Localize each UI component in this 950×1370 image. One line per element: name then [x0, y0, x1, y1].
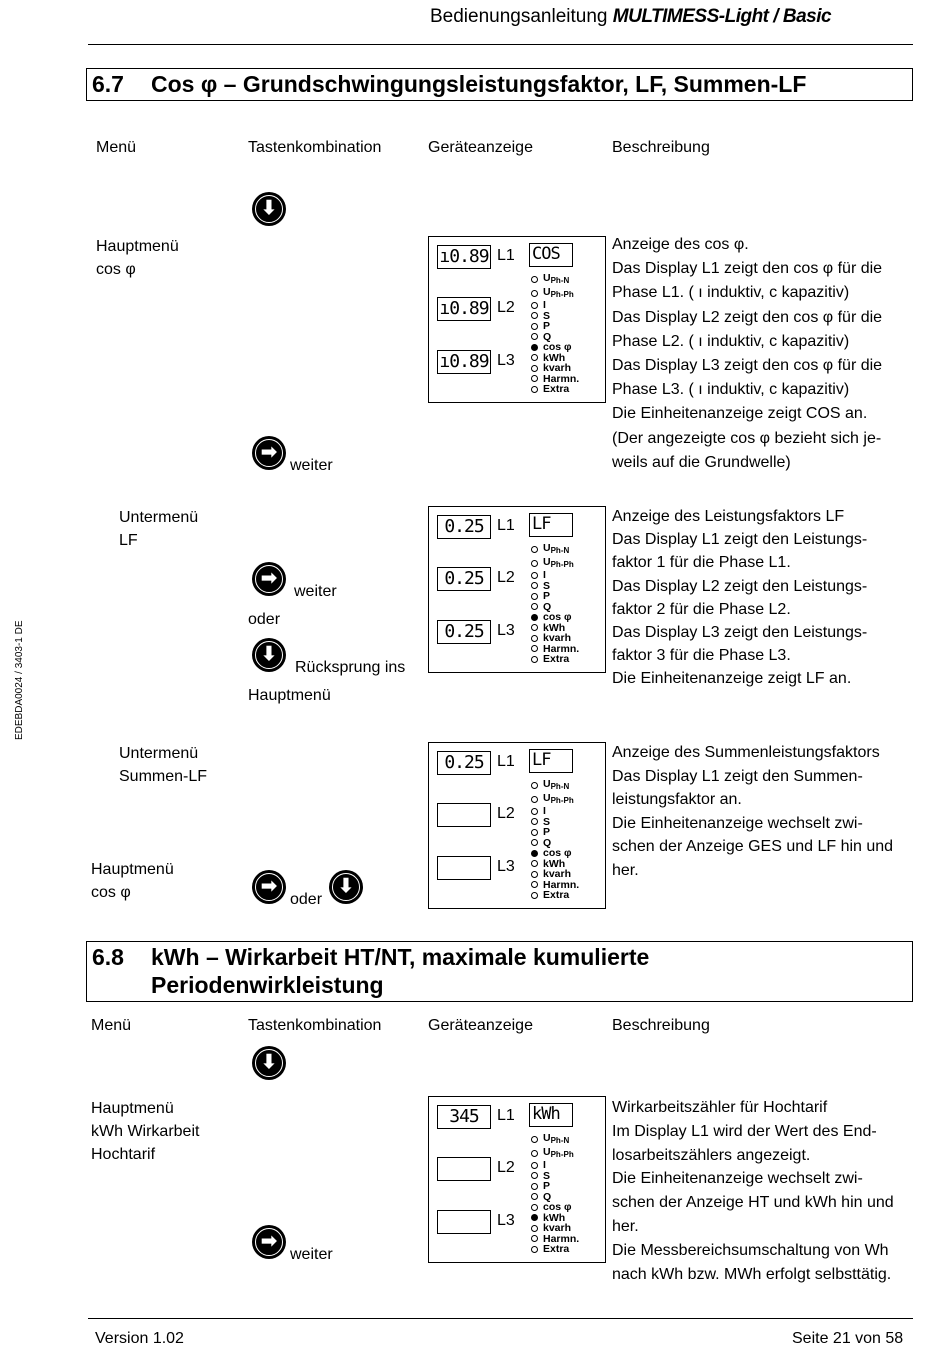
- led-indicator: $U_{Ph-N}$: [531, 543, 579, 557]
- description-line: Anzeige des Leistungsfaktors LF: [612, 508, 845, 525]
- line-label-l2: L2: [497, 805, 515, 822]
- description-line: Wirkarbeitszähler für Hochtarif: [612, 1099, 828, 1116]
- right-key-icon: ➡: [252, 562, 286, 596]
- section-title-line1: kWh – Wirkarbeit HT/NT, maximale kumulierte: [151, 944, 650, 970]
- led-list: [531, 273, 579, 395]
- menu-label: Hauptmenü cos φ: [96, 238, 179, 279]
- header-prefix: Bedienungsanleitung: [430, 6, 608, 27]
- led-indicator: kWh: [531, 859, 579, 870]
- menu-label: Untermenü LF: [119, 509, 199, 550]
- description-line: Anzeige des cos φ.: [612, 236, 749, 253]
- led-indicator: Q: [531, 1192, 579, 1203]
- section-heading-6-7: [86, 68, 913, 101]
- led-dot-icon: [531, 1136, 538, 1143]
- led-indicator: $U_{Ph-Ph}$: [531, 287, 579, 301]
- led-dot-icon: [531, 572, 538, 579]
- col-header-menu: Menü: [96, 139, 137, 156]
- description-line: nach kWh bzw. MWh erfolgt selbsttätig.: [612, 1265, 892, 1283]
- led-indicator: $U_{Ph-N}$: [531, 273, 579, 287]
- led-indicator: Harmn.: [531, 644, 579, 655]
- col-header-keys: Tastenkombination: [248, 139, 382, 156]
- device-display: [428, 506, 606, 673]
- page-header: [430, 6, 831, 28]
- led-indicator: kWh: [531, 353, 579, 364]
- device-display: [428, 236, 606, 403]
- description-line: (Der angezeigte cos φ bezieht sich je-: [612, 429, 882, 447]
- description-line: Phase L1. ( ı induktiv, c kapazitiv): [612, 284, 850, 302]
- led-dot-icon: [531, 546, 538, 553]
- description-line: Das Display L2 zeigt den cos φ für die: [612, 308, 883, 326]
- led-dot-icon: [531, 302, 538, 309]
- led-dot-icon: [531, 808, 538, 815]
- header-product: MULTIMESS-Light / Basic: [612, 6, 832, 27]
- down-key-icon: ⬇: [252, 638, 286, 672]
- description-line: Das Display L1 zeigt den Leistungs-: [612, 531, 868, 549]
- right-key-icon: ➡: [252, 436, 286, 470]
- led-dot-icon: [531, 1204, 538, 1211]
- led-dot-icon: [531, 860, 538, 867]
- menu-label: Untermenü Summen-LF: [119, 745, 208, 786]
- led-indicator: Extra: [531, 654, 579, 665]
- ruecksprung-label: Rücksprung ins: [295, 659, 406, 676]
- weiter-label: weiter: [294, 583, 337, 600]
- led-indicator: Harmn.: [531, 1234, 579, 1245]
- led-indicator: P: [531, 1181, 579, 1192]
- col-header-display: Geräteanzeige: [428, 139, 533, 156]
- led-indicator: Extra: [531, 1244, 579, 1255]
- led-dot-icon: [531, 1225, 538, 1232]
- led-indicator: $U_{Ph-N}$: [531, 779, 579, 793]
- segment-display-l3: [437, 856, 491, 880]
- led-indicator: S: [531, 311, 579, 322]
- segment-display-l2: 0.25: [437, 567, 491, 591]
- led-dot-icon: [531, 829, 538, 836]
- menu-label: Hauptmenü kWh Wirkarbeit Hochtarif: [91, 1100, 200, 1164]
- led-list: [531, 779, 579, 901]
- description-line: leistungsfaktor an.: [612, 791, 742, 809]
- line-label-l2: L2: [497, 569, 515, 586]
- oder-label: oder: [290, 891, 323, 908]
- led-dot-icon: [531, 582, 538, 589]
- line-label-l1: L1: [497, 247, 515, 264]
- led-dot-icon: [531, 560, 538, 567]
- led-indicator: I: [531, 1160, 579, 1171]
- right-key-icon: ➡: [252, 1225, 286, 1259]
- unit-display: LF: [529, 749, 573, 773]
- device-display: [428, 1096, 606, 1263]
- weiter-label: weiter: [290, 1246, 333, 1263]
- section-title: Cos φ – Grundschwingungsleistungsfaktor, LF, Summen-LF: [151, 71, 807, 97]
- led-indicator: kvarh: [531, 363, 579, 374]
- description-line: Die Einheitenanzeige zeigt COS an.: [612, 405, 868, 423]
- led-indicator: Q: [531, 332, 579, 343]
- unit-display: COS: [529, 243, 573, 267]
- led-indicator: I: [531, 300, 579, 311]
- description-line: Das Display L3 zeigt den cos φ für die: [612, 357, 883, 375]
- led-dot-icon: [531, 603, 538, 610]
- header-rule: [88, 44, 913, 45]
- led-indicator: cos φ: [531, 612, 579, 623]
- section-heading-6-8: [86, 941, 913, 1002]
- device-display: [428, 742, 606, 909]
- description-line: Die Messbereichsumschaltung von Wh: [612, 1241, 889, 1259]
- led-dot-icon: [531, 365, 538, 372]
- led-dot-icon: [531, 871, 538, 878]
- led-indicator: P: [531, 591, 579, 602]
- led-list: [531, 543, 579, 665]
- led-dot-icon: [531, 1162, 538, 1169]
- description-line: Das Display L1 zeigt den cos φ für die: [612, 260, 883, 278]
- line-label-l3: L3: [497, 352, 515, 369]
- led-dot-icon: [531, 796, 538, 803]
- right-key-icon: ➡: [252, 870, 286, 904]
- led-dot-icon: [531, 850, 538, 857]
- description-line: Die Einheitenanzeige wechselt zwi-: [612, 814, 863, 832]
- led-indicator: P: [531, 827, 579, 838]
- led-indicator: P: [531, 321, 579, 332]
- description-line: Das Display L3 zeigt den Leistungs-: [612, 624, 868, 642]
- led-dot-icon: [531, 782, 538, 789]
- col-header-display: Geräteanzeige: [428, 1017, 533, 1034]
- down-key-icon: ⬇: [329, 870, 363, 904]
- led-dot-icon: [531, 1246, 538, 1253]
- led-dot-icon: [531, 312, 538, 319]
- description-line: losarbeitszählers angezeigt.: [612, 1146, 811, 1164]
- side-document-code: EDEBDA0024 / 3403-1 DE: [14, 620, 25, 740]
- led-indicator: $U_{Ph-N}$: [531, 1133, 579, 1147]
- led-dot-icon: [531, 818, 538, 825]
- down-key-icon: ⬇: [252, 192, 286, 226]
- section-title-line2: Periodenwirkleistung: [151, 972, 384, 998]
- segment-display-l1: 0.25: [437, 751, 491, 775]
- led-dot-icon: [531, 656, 538, 663]
- unit-display: kWh: [529, 1103, 573, 1127]
- col-header-description: Beschreibung: [612, 1017, 710, 1034]
- led-indicator: cos φ: [531, 1202, 579, 1213]
- line-label-l3: L3: [497, 1212, 515, 1229]
- led-indicator: Extra: [531, 890, 579, 901]
- led-indicator: S: [531, 581, 579, 592]
- led-indicator: S: [531, 817, 579, 828]
- led-indicator: I: [531, 806, 579, 817]
- description-text: [612, 233, 882, 475]
- section-number: 6.7: [92, 71, 124, 97]
- oder-label: oder: [248, 611, 281, 628]
- segment-display-l1: ı0.89: [437, 245, 491, 269]
- col-header-description: Beschreibung: [612, 139, 710, 156]
- led-indicator: kvarh: [531, 869, 579, 880]
- led-indicator: Q: [531, 602, 579, 613]
- led-indicator: Harmn.: [531, 880, 579, 891]
- down-key-icon: ⬇: [252, 1046, 286, 1080]
- description-line: schen der Anzeige HT und kWh hin und: [612, 1194, 894, 1212]
- line-label-l1: L1: [497, 753, 515, 770]
- led-dot-icon: [531, 375, 538, 382]
- description-line: faktor 2 für die Phase L2.: [612, 600, 791, 618]
- led-dot-icon: [531, 1172, 538, 1179]
- led-dot-icon: [531, 881, 538, 888]
- line-label-l2: L2: [497, 299, 515, 316]
- menu-label-return: Hauptmenü cos φ: [91, 861, 174, 902]
- led-indicator: kWh: [531, 1213, 579, 1224]
- led-dot-icon: [531, 1235, 538, 1242]
- line-label-l1: L1: [497, 1107, 515, 1124]
- led-indicator: cos φ: [531, 848, 579, 859]
- led-indicator: Harmn.: [531, 374, 579, 385]
- led-indicator: Extra: [531, 384, 579, 395]
- description-line: faktor 3 für die Phase L3.: [612, 647, 791, 665]
- led-indicator: $U_{Ph-Ph}$: [531, 793, 579, 807]
- segment-display-l3: [437, 1210, 491, 1234]
- led-dot-icon: [531, 645, 538, 652]
- led-indicator: $U_{Ph-Ph}$: [531, 1147, 579, 1161]
- led-dot-icon: [531, 1183, 538, 1190]
- led-dot-icon: [531, 839, 538, 846]
- description-text: [612, 1096, 894, 1286]
- led-dot-icon: [531, 635, 538, 642]
- hauptmenue-label: Hauptmenü: [248, 687, 331, 704]
- line-label-l3: L3: [497, 858, 515, 875]
- footer-rule: [88, 1318, 913, 1319]
- segment-display-l3: ı0.89: [437, 350, 491, 374]
- led-dot-icon: [531, 1193, 538, 1200]
- segment-display-l2: ı0.89: [437, 297, 491, 321]
- description-line: Anzeige des Summenleistungsfaktors: [612, 744, 880, 761]
- led-dot-icon: [531, 593, 538, 600]
- weiter-label: weiter: [290, 457, 333, 474]
- led-indicator: $U_{Ph-Ph}$: [531, 557, 579, 571]
- led-dot-icon: [531, 1150, 538, 1157]
- segment-display-l2: [437, 803, 491, 827]
- footer-version: Version 1.02: [95, 1330, 184, 1347]
- led-indicator: cos φ: [531, 342, 579, 353]
- led-dot-icon: [531, 386, 538, 393]
- led-dot-icon: [531, 892, 538, 899]
- unit-display: LF: [529, 513, 573, 537]
- led-indicator: Q: [531, 838, 579, 849]
- segment-display-l1: 0.25: [437, 515, 491, 539]
- segment-display-l2: [437, 1157, 491, 1181]
- line-label-l3: L3: [497, 622, 515, 639]
- description-line: her.: [612, 1217, 639, 1235]
- led-dot-icon: [531, 1214, 538, 1221]
- description-line: Das Display L1 zeigt den Summen-: [612, 767, 863, 785]
- led-dot-icon: [531, 614, 538, 621]
- description-text: [612, 741, 893, 883]
- led-dot-icon: [531, 290, 538, 297]
- line-label-l1: L1: [497, 517, 515, 534]
- description-line: weils auf die Grundwelle): [612, 453, 791, 471]
- led-dot-icon: [531, 354, 538, 361]
- description-line: Das Display L2 zeigt den Leistungs-: [612, 577, 868, 595]
- col-header-menu: Menü: [91, 1017, 132, 1034]
- description-line: Phase L2. ( ı induktiv, c kapazitiv): [612, 332, 850, 350]
- led-dot-icon: [531, 333, 538, 340]
- led-list: [531, 1133, 579, 1255]
- description-line: schen der Anzeige GES und LF hin und: [612, 838, 894, 856]
- led-indicator: kvarh: [531, 1223, 579, 1234]
- line-label-l2: L2: [497, 1159, 515, 1176]
- led-dot-icon: [531, 624, 538, 631]
- led-dot-icon: [531, 323, 538, 330]
- description-line: Die Einheitenanzeige zeigt LF an.: [612, 670, 852, 688]
- section-number: 6.8: [92, 944, 124, 970]
- led-indicator: I: [531, 570, 579, 581]
- description-line: faktor 1 für die Phase L1.: [612, 554, 791, 572]
- segment-display-l1: 345: [437, 1105, 491, 1129]
- segment-display-l3: 0.25: [437, 620, 491, 644]
- led-dot-icon: [531, 276, 538, 283]
- led-indicator: kWh: [531, 623, 579, 634]
- led-dot-icon: [531, 344, 538, 351]
- col-header-keys: Tastenkombination: [248, 1017, 382, 1034]
- led-indicator: S: [531, 1171, 579, 1182]
- footer-page: Seite 21 von 58: [792, 1330, 904, 1347]
- description-line: Im Display L1 wird der Wert des End-: [612, 1122, 877, 1140]
- description-line: Phase L3. ( ı induktiv, c kapazitiv): [612, 381, 850, 399]
- description-text: [612, 505, 867, 691]
- led-indicator: kvarh: [531, 633, 579, 644]
- description-line: Die Einheitenanzeige wechselt zwi-: [612, 1170, 863, 1188]
- description-line: her.: [612, 861, 639, 879]
